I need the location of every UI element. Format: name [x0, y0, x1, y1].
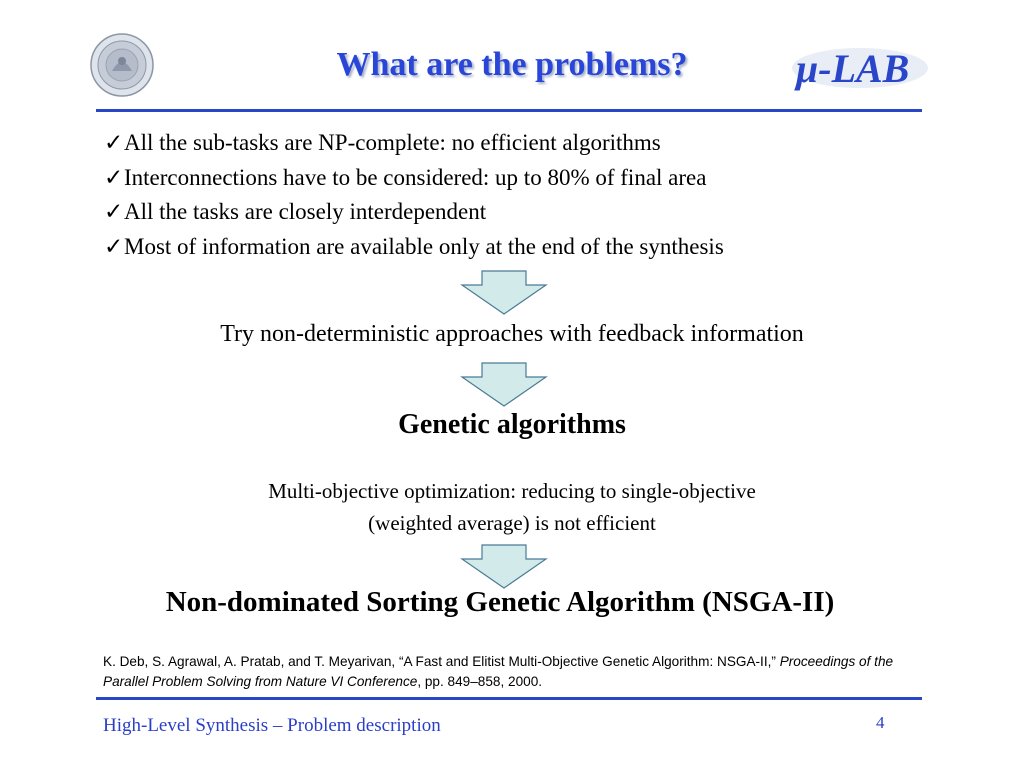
- bullet-list: [104, 126, 724, 264]
- bullet-text: All the sub-tasks are NP-complete: no efficient algorithms: [124, 130, 661, 155]
- bullet-text: All the tasks are closely interdependent: [124, 199, 487, 225]
- page-number: 4: [876, 713, 885, 732]
- nsga-heading: Non-dominated Sorting Genetic Algorithm (NSGA-II): [165, 586, 835, 618]
- multi-objective-line-1: Multi-objective optimization: reducing to single-objective: [268, 479, 756, 503]
- genetic-algorithms-heading: Genetic algorithms: [398, 409, 626, 440]
- top-rule: [96, 109, 922, 112]
- down-arrow-icon: [460, 544, 548, 590]
- reference-venue: Proceedings of the Parallel Problem Solving from Nature VI Conference: [103, 654, 894, 689]
- check-icon: ✓: [104, 233, 124, 259]
- reference-pages: , pp. 849–858, 2000.: [417, 674, 543, 689]
- check-icon: ✓: [104, 164, 124, 190]
- multi-objective-line-2: (weighted average) is not efficient: [368, 511, 656, 535]
- slide-title: What are the problems?: [336, 46, 688, 83]
- bullet-item: [104, 195, 724, 230]
- reference-authors: K. Deb, S. Agrawal, A. Pratab, and T. Meyarivan, “A Fast and Elitist Multi-Objective Genetic Algorithm: NSGA-II,”: [103, 654, 776, 669]
- footer-text: High-Level Synthesis – Problem description: [103, 715, 441, 736]
- bottom-rule: [96, 697, 922, 700]
- down-arrow-icon: [460, 362, 548, 408]
- multi-objective-text: [0, 475, 1024, 539]
- mu-lab-logo-text: μ-LAB: [796, 46, 910, 91]
- bullet-item: [104, 230, 724, 265]
- bullet-text: Interconnections have to be considered: up to 80% of final area: [124, 164, 707, 190]
- check-icon: ✓: [104, 199, 124, 225]
- bullet-text: Most of information are available only at the end of the synthesis: [124, 233, 724, 259]
- check-icon: ✓: [104, 130, 124, 155]
- down-arrow-icon: [460, 270, 548, 316]
- mu-lab-logo: [790, 44, 930, 92]
- reference-citation: [103, 652, 933, 692]
- bullet-item: [104, 161, 724, 196]
- bullet-item: [104, 126, 724, 161]
- try-approaches-text: Try non-deterministic approaches with feedback information: [220, 321, 804, 347]
